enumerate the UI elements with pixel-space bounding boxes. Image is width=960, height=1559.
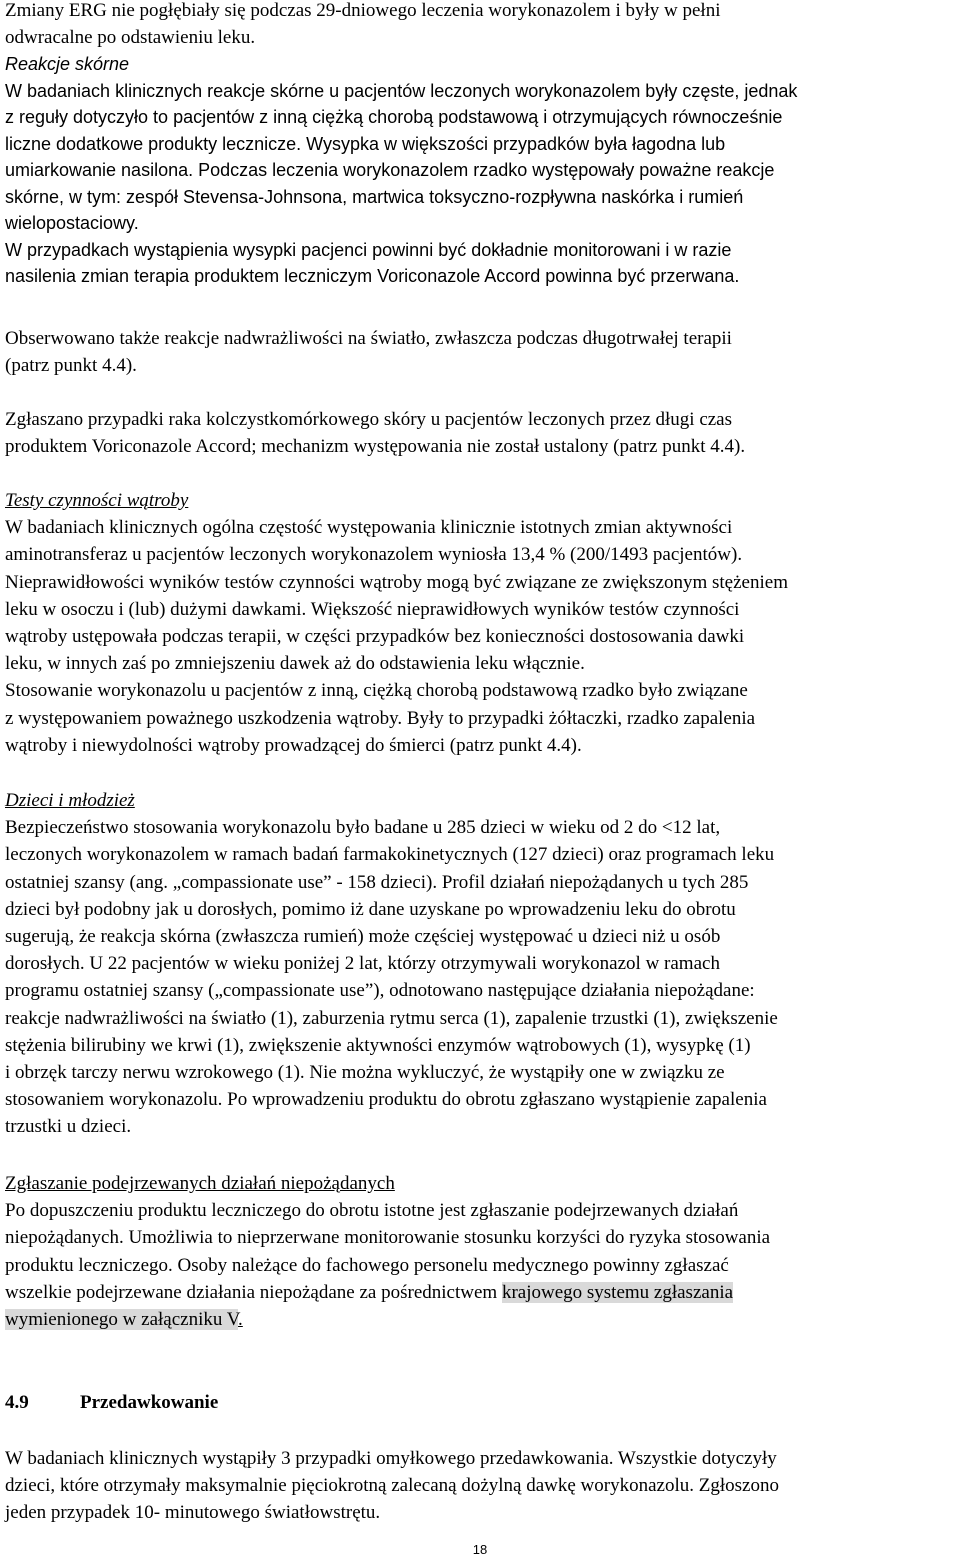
- text-line: stosowaniem worykonazolu. Po wprowadzeniu produktu do obrotu zgłaszano wystąpienie zapalenia: [5, 1089, 767, 1111]
- text-line: stężenia bilirubiny we krwi (1), zwiększenie aktywności enzymów wątrobowych (1), wysypkę (1): [5, 1034, 751, 1056]
- paragraph-erg: [5, 0, 720, 51]
- text-line: W badaniach klinicznych wystąpiły 3 przypadki omyłkowego przedawkowania. Wszystkie dotyczyły: [5, 1448, 777, 1469]
- paragraph-photosensitivity: [5, 325, 732, 379]
- text-line: reakcje nadwrażliwości na światło (1), zaburzenia rytmu serca (1), zapalenie trzustki (1), zwiększenie: [5, 1007, 778, 1029]
- text-line: Nieprawidłowości wyników testów czynności wątroby mogą być związane ze zwiększonym stężeniem: [5, 571, 788, 593]
- text-line: [5, 1279, 770, 1306]
- text-line: odwracalne po odstawieniu leku.: [5, 27, 256, 49]
- text-segment: .: [238, 1309, 243, 1331]
- text-line: Bezpieczeństwo stosowania worykonazolu było badane u 285 dzieci w wieku od 2 do <12 lat,: [5, 817, 721, 839]
- section-liver-tests: [5, 487, 788, 759]
- text-line: nasilenia zmian terapia produktem leczniczym Voriconazole Accord powinna być przerwana.: [5, 266, 740, 286]
- section-number: 4.9: [5, 1392, 29, 1413]
- subheading-pediatric: Dzieci i młodzież: [5, 790, 135, 811]
- section-reporting: [5, 1170, 770, 1333]
- text-line: aminotransferaz u pacjentów leczonych worykonazolem wyniosła 13,4 % (200/1493 pacjentów).: [5, 544, 743, 566]
- page-number: 18: [472, 1542, 488, 1557]
- text-line: produktem Voriconazole Accord; mechanizm występowania nie został ustalony (patrz punkt 4.4).: [5, 436, 746, 458]
- text-line: produktu leczniczego. Osoby należące do fachowego personelu medycznego powinny zgłaszać: [5, 1254, 729, 1276]
- text-line: z występowaniem poważnego uszkodzenia wątroby. Były to przypadki żółtaczki, rzadko zapalenia: [5, 707, 756, 729]
- text-line: wielopostaciowy.: [5, 213, 139, 233]
- text-line: dzieci był podobny jak u dorosłych, pomimo iż dane uzyskane po wprowadzeniu leku do obrotu: [5, 898, 736, 920]
- text-line: Obserwowano także reakcje nadwrażliwości na światło, zwłaszcza podczas długotrwałej terapii: [5, 328, 732, 349]
- text-line: trzustki u dzieci.: [5, 1116, 132, 1138]
- text-line: W przypadkach wystąpienia wysypki pacjenci powinni być dokładnie monitorowani i w razie: [5, 239, 732, 260]
- text-segment: wszelkie podejrzewane działania niepożądane za pośrednictwem: [5, 1281, 502, 1303]
- section-skin-reactions: [5, 51, 797, 290]
- text-line: jeden przypadek 10- minutowego światłowstrętu.: [5, 1502, 381, 1524]
- section-title: Przedawkowanie: [80, 1392, 219, 1413]
- text-line: Stosowanie worykonazolu u pacjentów z inną, ciężką chorobą podstawową rzadko było związane: [5, 680, 748, 702]
- text-line: Po dopuszczeniu produktu leczniczego do obrotu istotne jest zgłaszanie podejrzewanych działań: [5, 1200, 739, 1222]
- text-line: dorosłych. U 22 pacjentów w wieku poniżej 2 lat, którzy otrzymywali worykonazol w ramach: [5, 953, 720, 975]
- text-line: sugerują, że reakcja skórna (zwłaszcza rumień) może częściej występować u dzieci niż u osób: [5, 926, 721, 948]
- text-line: leku w osoczu i (lub) dużymi dawkami. Większość nieprawidłowych wyników testów czynności: [5, 598, 740, 620]
- text-line: W badaniach klinicznych ogólna częstość występowania klinicznie istotnych zmian aktywności: [5, 517, 733, 539]
- text-line: W badaniach klinicznych reakcje skórne u pacjentów leczonych worykonazolem były częste, jednak: [5, 80, 798, 101]
- text-line: ostatniej szansy (ang. „compassionate use” - 158 dzieci). Profil działań niepożądanych u tych 285: [5, 871, 749, 893]
- paragraph-overdose: [5, 1445, 779, 1527]
- text-line: niepożądanych. Umożliwia to nieprzerwane monitorowanie stosunku korzyści do ryzyka stosowania: [5, 1227, 771, 1249]
- subheading-skin-reactions: Reakcje skórne: [5, 54, 130, 74]
- text-line: umiarkowanie nasilona. Podczas leczenia worykonazolem rzadko występowały poważne reakcje: [5, 160, 775, 180]
- text-line: [5, 1306, 770, 1333]
- subheading-reporting: Zgłaszanie podejrzewanych działań niepożądanych: [5, 1173, 395, 1194]
- text-line: (patrz punkt 4.4).: [5, 355, 137, 377]
- text-line: z reguły dotyczyło to pacjentów z inną ciężką chorobą podstawową i otrzymujących równocześnie: [5, 107, 783, 127]
- text-line: leku, w innych zaś po zmniejszeniu dawek aż do odstawienia leku włącznie.: [5, 653, 585, 675]
- text-line: dzieci, które otrzymały maksymalnie pięciokrotną zalecaną dożylną dawkę worykonazolu. Zgłoszono: [5, 1475, 779, 1497]
- subheading-liver-tests: Testy czynności wątroby: [5, 490, 189, 511]
- appendix-v-link[interactable]: wymienionego w załączniku V: [5, 1309, 239, 1331]
- text-line: Zmiany ERG nie pogłębiały się podczas 29-dniowego leczenia worykonazolem i były w pełni: [5, 0, 721, 21]
- text-line: wątroby ustępowała podczas terapii, w części przypadków bez konieczności dostosowania dawki: [5, 626, 745, 648]
- paragraph-skin-cancer: [5, 406, 745, 460]
- text-line: leczonych worykonazolem w ramach badań farmakokinetycznych (127 dzieci) oraz programach leku: [5, 844, 775, 866]
- text-line: wątroby i niewydolności wątroby prowadzącej do śmierci (patrz punkt 4.4).: [5, 734, 582, 756]
- text-line: i obrzęk tarczy nerwu wzrokowego (1). Nie można wykluczyć, że wystąpiły one w związku ze: [5, 1062, 725, 1084]
- text-line: liczne dodatkowe produkty lecznicze. Wysypka w większości przypadków była łagodna lub: [5, 133, 726, 154]
- text-line: Zgłaszano przypadki raka kolczystkomórkowego skóry u pacjentów leczonych przez długi czas: [5, 409, 733, 430]
- text-line: skórne, w tym: zespół Stevensa-Johnsona, martwica toksyczno-rozpływna naskórka i rumień: [5, 186, 744, 207]
- reporting-system-link[interactable]: krajowego systemu zgłaszania: [501, 1281, 734, 1303]
- section-pediatric: [5, 787, 778, 1141]
- text-line: programu ostatniej szansy („compassionate use”), odnotowano następujące działania niepożądane:: [5, 980, 755, 1002]
